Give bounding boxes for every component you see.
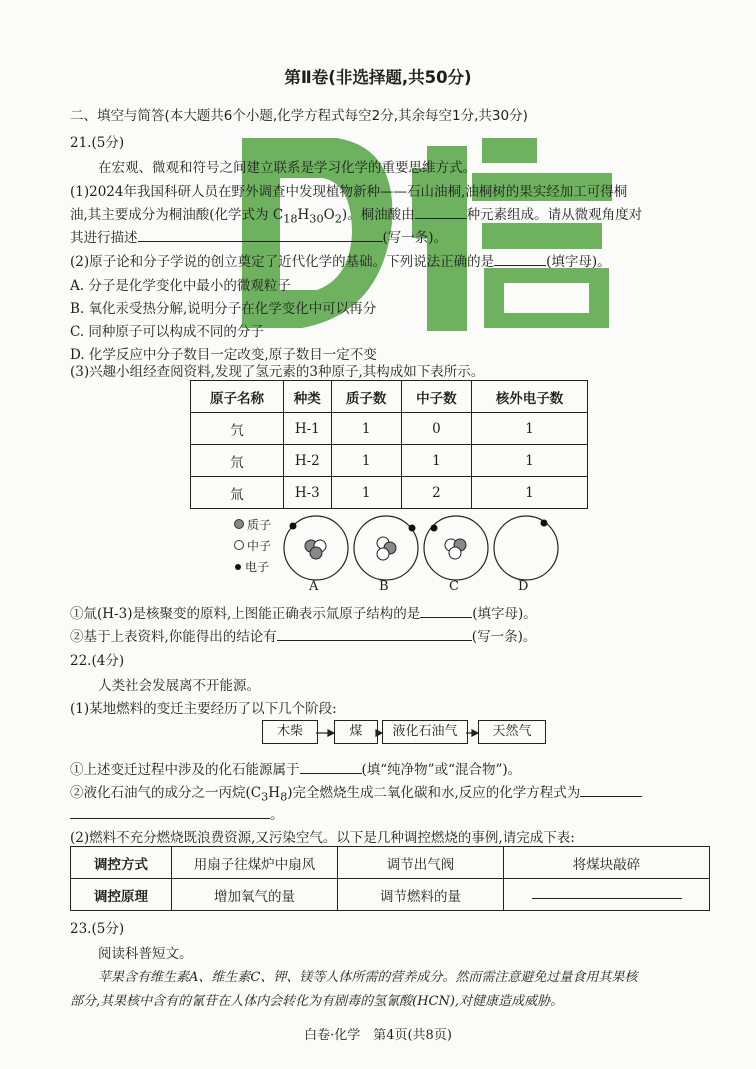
table-cell: 氕 xyxy=(191,413,284,445)
q21-p1-line1: (1)2024年我国科研人员在野外调查中发现植物新种——石山油桐,油桐树的果实经加工可得桐 xyxy=(70,184,628,200)
stage-box: 液化石油气 xyxy=(382,720,468,744)
q21-number: 21. xyxy=(70,135,92,151)
q22-1-text: ①上述变迁过程中涉及的化石能源属于 xyxy=(70,762,300,778)
table-row xyxy=(191,477,588,509)
q22-1 xyxy=(70,758,521,778)
table-cell: 用扇子往煤炉中扇风 xyxy=(172,847,338,879)
formula-element: H xyxy=(297,207,310,223)
table-header-row xyxy=(191,381,588,413)
q23-score: (5分) xyxy=(91,921,125,937)
q22-score: (4分) xyxy=(91,653,125,669)
formula-element: O xyxy=(323,207,335,223)
table-cell: 0 xyxy=(401,413,471,445)
q21-p3-stem: (3)兴趣小组经查阅资料,发现了氢元素的3种原子,其构成如下表所示。 xyxy=(70,364,485,380)
q22-2-cont xyxy=(70,803,284,823)
table-cell: 1 xyxy=(401,445,471,477)
table-header: 质子数 xyxy=(331,381,401,413)
q21-3-2-text: (写一条)。 xyxy=(471,629,537,645)
stage-box: 天然气 xyxy=(478,720,546,744)
answer-blank[interactable] xyxy=(138,229,383,242)
q21-p1-line3 xyxy=(70,226,447,246)
stage-box: 煤 xyxy=(334,720,378,744)
q21-p1-text: 种元素组成。请从微观角度对 xyxy=(466,207,643,223)
q22-2-text: ②液化石油气的成分之一丙烷(C xyxy=(70,785,262,801)
table-row xyxy=(71,847,710,879)
hydrogen-isotope-table xyxy=(190,380,588,509)
table-row xyxy=(191,413,588,445)
q22-1-text: (填“纯净物”或“混合物”)。 xyxy=(361,762,522,778)
formula-subscript: 8 xyxy=(280,790,288,804)
answer-blank[interactable] xyxy=(300,761,362,774)
table-cell: 调控方式 xyxy=(71,847,172,879)
q22-number: 22. xyxy=(70,653,92,669)
table-cell: 1 xyxy=(331,413,401,445)
table-row xyxy=(71,879,710,911)
q23-para-line2: 部分,其果核中含有的氰苷在人体内会转化为有剧毒的氢氰酸(HCN),对健康造成威胁。 xyxy=(70,994,564,1009)
table-cell: 氚 xyxy=(191,477,284,509)
table-cell: 1 xyxy=(472,413,588,445)
q21-p2-stem xyxy=(70,250,611,270)
table-row xyxy=(191,445,588,477)
q23-intro: 阅读科普短文。 xyxy=(98,946,193,962)
table-cell: 增加氧气的量 xyxy=(172,879,338,911)
table-cell: 调控原理 xyxy=(71,879,172,911)
legend-label: 中子 xyxy=(247,539,272,553)
neutron-dot-icon xyxy=(234,540,244,550)
atom-structure-diagram xyxy=(280,512,570,612)
q21-3-2-text: ②基于上表资料,你能得出的结论有 xyxy=(70,629,277,645)
q22-p1-stem: (1)某地燃料的变迁主要经历了以下几个阶段: xyxy=(70,701,337,717)
table-cell: 氘 xyxy=(191,445,284,477)
q21-p1-text: (写一条)。 xyxy=(382,230,448,246)
q21-header xyxy=(70,131,124,151)
table-cell: 1 xyxy=(472,477,588,509)
answer-blank[interactable] xyxy=(532,886,682,899)
q22-2 xyxy=(70,781,642,804)
atom-legend xyxy=(234,515,271,578)
electron-dot-icon xyxy=(235,564,241,570)
atom-label-a: A xyxy=(309,579,319,594)
formula-subscript: 3 xyxy=(261,790,269,804)
legend-label: 电子 xyxy=(245,560,270,574)
legend-neutron xyxy=(234,536,271,557)
formula-subscript: 2 xyxy=(334,212,342,226)
q21-p2-text: (2)原子论和分子学说的创立奠定了近代化学的基础。下列说法正确的是 xyxy=(70,254,495,270)
legend-label: 质子 xyxy=(247,518,272,532)
q21-p1-text: 其进行描述 xyxy=(70,230,138,246)
q21-3-1-text: ①氚(H-3)是核聚变的原料,上图能正确表示氚原子结构的是 xyxy=(70,606,421,622)
table-cell: 1 xyxy=(331,477,401,509)
stage-arrows xyxy=(316,726,486,740)
option-a: A. 分子是化学变化中最小的微观粒子 xyxy=(70,278,291,294)
atom-label-c: C xyxy=(449,579,459,594)
q22-header xyxy=(70,649,124,669)
q21-3-2 xyxy=(70,625,536,645)
answer-blank[interactable] xyxy=(494,253,546,266)
proton-dot-icon xyxy=(234,519,244,529)
q23-number: 23. xyxy=(70,921,92,937)
q22-2-text: 。 xyxy=(270,807,284,823)
legend-electron xyxy=(234,557,271,578)
q21-3-1 xyxy=(70,602,537,622)
answer-blank[interactable] xyxy=(277,628,472,641)
q21-3-1-text: (填字母)。 xyxy=(472,606,537,622)
table-cell: 将煤块敲碎 xyxy=(504,847,710,879)
atom-label-b: B xyxy=(379,579,389,594)
section-heading: 二、填空与简答(本大题共6个小题,化学方程式每空2分,其余每空1分,共30分) xyxy=(70,108,528,124)
option-b: B. 氧化汞受热分解,说明分子在化学变化中可以再分 xyxy=(70,301,377,317)
table-cell: 2 xyxy=(401,477,471,509)
q21-p1-text: 油,其主要成分为桐油酸(化学式为 C xyxy=(70,207,284,223)
page-footer: 白卷·化学 第4页(共8页) xyxy=(304,1028,452,1043)
table-cell: H-2 xyxy=(284,445,331,477)
q22-p2-stem: (2)燃料不充分燃烧既浪费资源,又污染空气。以下是几种调控燃烧的事例,请完成下表: xyxy=(70,830,575,846)
table-cell: 调节燃料的量 xyxy=(338,879,504,911)
formula-subscript: 18 xyxy=(283,212,298,226)
q21-p1-text: )。桐油酸由 xyxy=(341,207,415,223)
answer-blank[interactable] xyxy=(420,605,472,618)
atom-c xyxy=(424,516,488,580)
answer-blank[interactable] xyxy=(415,206,467,219)
section-title: 第Ⅱ卷(非选择题,共50分) xyxy=(284,68,472,87)
table-cell: H-1 xyxy=(284,413,331,445)
combustion-control-table xyxy=(70,846,710,911)
table-cell: 1 xyxy=(472,445,588,477)
q21-p2-text: (填字母)。 xyxy=(546,254,611,270)
q22-intro: 人类社会发展离不开能源。 xyxy=(98,678,260,694)
table-header: 原子名称 xyxy=(191,381,284,413)
q21-score: (5分) xyxy=(91,135,125,151)
table-cell: H-3 xyxy=(284,477,331,509)
atom-d xyxy=(494,516,558,580)
answer-blank[interactable] xyxy=(70,806,270,819)
q23-para-line1: 苹果含有维生素A、维生素C、钾、镁等人体所需的营养成分。然而需注意避免过量食用其果核 xyxy=(98,970,638,985)
q21-intro: 在宏观、微观和符号之间建立联系是学习化学的重要思维方式。 xyxy=(98,160,476,176)
atom-label-d: D xyxy=(518,579,529,594)
q22-2-text: )完全燃烧生成二氧化碳和水,反应的化学方程式为 xyxy=(287,785,581,801)
table-header: 种类 xyxy=(284,381,331,413)
table-header: 核外电子数 xyxy=(472,381,588,413)
table-cell-answer[interactable] xyxy=(504,879,710,911)
formula-subscript: 30 xyxy=(309,212,324,226)
atom-a xyxy=(284,516,348,580)
table-cell: 1 xyxy=(331,445,401,477)
table-cell: 调节出气阀 xyxy=(338,847,504,879)
formula-element: H xyxy=(268,785,281,801)
answer-blank[interactable] xyxy=(580,784,642,797)
option-c: C. 同种原子可以构成不同的分子 xyxy=(70,324,264,340)
atom-b xyxy=(354,516,418,580)
q21-p1-line2 xyxy=(70,203,642,226)
option-d: D. 化学反应中分子数目一定改变,原子数目一定不变 xyxy=(70,347,377,363)
table-header: 中子数 xyxy=(401,381,471,413)
stage-box: 木柴 xyxy=(262,720,318,744)
q23-header xyxy=(70,917,124,937)
legend-proton xyxy=(234,515,271,536)
